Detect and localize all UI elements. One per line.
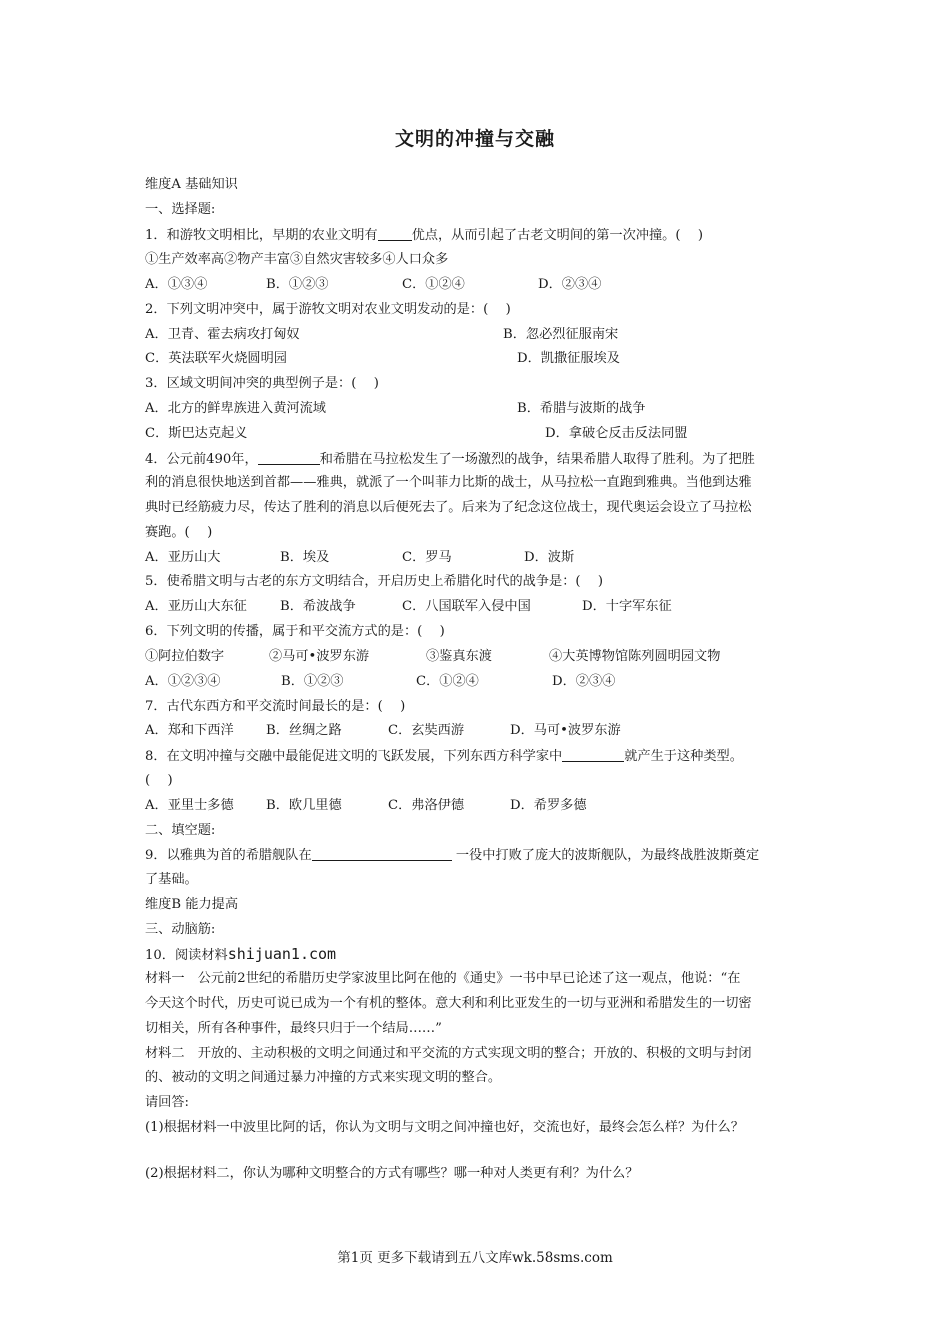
q2-option-d: D．凯撒征服埃及 xyxy=(517,351,620,366)
question-4-line-2: 利的消息很快地送到首都——雅典，就派了一个叫菲力比斯的战士，从马拉松一直跑到雅典。当他到达雅 xyxy=(145,475,752,490)
q6-item-4: ④大英博物馆陈列圆明园文物 xyxy=(549,649,721,664)
section-a-heading: 维度A 基础知识 xyxy=(145,177,238,192)
q7-option-c: C．玄奘西游 xyxy=(388,723,465,738)
q7-option-b: B．丝绸之路 xyxy=(266,723,342,738)
q9-post: 一役中打败了庞大的波斯舰队，为最终战胜波斯奠定 xyxy=(451,848,760,863)
part-3-heading: 三、动脑筋: xyxy=(145,922,216,937)
sub-question-2: (2)根据材料二，你认为哪种文明整合的方式有哪些？哪一种对人类更有利？为什么？ xyxy=(145,1166,639,1181)
question-7-stem: 7．古代东西方和平交流时间最长的是：( ) xyxy=(145,699,406,714)
q2-option-c: C．英法联军火烧圆明园 xyxy=(145,351,287,366)
question-6-stem: 6．下列文明的传播，属于和平交流方式的是：( ) xyxy=(145,624,445,639)
question-9-line-1 xyxy=(145,846,759,865)
q8-option-b: B．欧几里德 xyxy=(266,798,342,813)
q5-option-c: C．八国联军入侵中国 xyxy=(402,599,531,614)
question-4-line-1 xyxy=(145,450,755,469)
q3-option-c: C．斯巴达克起义 xyxy=(145,426,248,441)
q1-option-a: A．①③④ xyxy=(145,277,208,292)
q9-blank xyxy=(312,846,452,861)
question-8-stem xyxy=(145,747,743,766)
part-2-heading: 二、填空题: xyxy=(145,823,216,838)
material-1-line-3: 切相关，所有各种事件，最终只归于一个结局……” xyxy=(145,1021,442,1036)
q1-option-d: D．②③④ xyxy=(538,277,602,292)
q1-option-b: B．①②③ xyxy=(266,277,329,292)
q1-blank xyxy=(378,226,412,241)
question-4-line-3: 典时已经筋疲力尽，传达了胜利的消息以后便死去了。后来为了纪念这位战士，现代奥运会设立了马拉松 xyxy=(145,500,752,515)
sub-question-1: (1)根据材料一中波里比阿的话，你认为文明与文明之间冲撞也好，交流也好，最终会怎么样？为什么？ xyxy=(145,1120,744,1135)
q4-line1-pre: 4．公元前490年， xyxy=(145,452,258,467)
q6-option-b: B．①②③ xyxy=(281,674,344,689)
document-title: 文明的冲撞与交融 xyxy=(394,128,555,150)
q4-option-d: D．波斯 xyxy=(524,550,575,565)
q5-option-b: B．希波战争 xyxy=(280,599,356,614)
q4-blank xyxy=(258,450,320,465)
q6-item-1: ①阿拉伯数字 xyxy=(145,649,225,664)
material-1-line-2: 今天这个时代，历史可说已成为一个有机的整体。意大利和利比亚发生的一切与亚洲和希腊发生的一切密 xyxy=(145,996,752,1011)
q8-option-d: D．希罗多德 xyxy=(510,798,587,813)
question-1-stem xyxy=(145,226,703,245)
question-3-stem: 3．区域文明间冲突的典型例子是：( ) xyxy=(145,376,379,391)
q4-option-c: C．罗马 xyxy=(402,550,452,565)
q9-pre: 9．以雅典为首的希腊舰队在 xyxy=(145,848,312,863)
page-footer: 第1页 更多下载请到五八文库wk.58sms.com xyxy=(337,1250,613,1266)
q7-option-a: A．郑和下西洋 xyxy=(145,723,234,738)
q8-option-a: A．亚里士多德 xyxy=(145,798,234,813)
q3-option-d: D．拿破仑反击反法同盟 xyxy=(545,426,688,441)
material-1-line-1: 材料一 公元前2世纪的希腊历史学家波里比阿在他的《通史》一书中早已论述了这一观点，他说：“在 xyxy=(145,971,741,986)
part-1-heading: 一、选择题: xyxy=(145,202,216,217)
q6-option-d: D．②③④ xyxy=(552,674,616,689)
material-2-line-1: 材料二 开放的、主动积极的文明之间通过和平交流的方式实现文明的整合；开放的、积极的文明与封闭 xyxy=(145,1046,752,1061)
question-4-line-4: 赛跑。( ) xyxy=(145,525,213,540)
q6-item-2: ②马可•波罗东游 xyxy=(269,649,370,664)
question-5-stem: 5．使希腊文明与古老的东方文明结合，开启历史上希腊化时代的战争是：( ) xyxy=(145,574,604,589)
q5-option-a: A．亚历山大东征 xyxy=(145,599,247,614)
answer-prompt: 请回答: xyxy=(145,1095,190,1110)
q8-stem-post: 就产生于这种类型。 xyxy=(624,749,743,764)
q4-option-a: A．亚历山大 xyxy=(145,550,221,565)
q6-option-a: A．①②③④ xyxy=(145,674,221,689)
q4-option-b: B．埃及 xyxy=(280,550,330,565)
q6-option-c: C．①②④ xyxy=(416,674,479,689)
question-9-line-2: 了基础。 xyxy=(145,872,198,887)
question-8-paren: ( ) xyxy=(145,773,173,788)
q10-label: 10．阅读材料 xyxy=(145,948,228,963)
q8-stem-pre: 8．在文明冲撞与交融中最能促进文明的飞跃发展，下列东西方科学家中 xyxy=(145,749,563,764)
q8-option-c: C．弗洛伊德 xyxy=(388,798,465,813)
material-2-line-2: 的、被动的文明之间通过暴力冲撞的方式来实现文明的整合。 xyxy=(145,1070,502,1085)
q7-option-d: D．马可•波罗东游 xyxy=(510,723,621,738)
q2-option-a: A．卫青、霍去病攻打匈奴 xyxy=(145,327,300,342)
q1-stem-post: 优点，从而引起了古老文明间的第一次冲撞。( ) xyxy=(411,228,703,243)
q2-option-b: B．忽必烈征服南宋 xyxy=(503,327,619,342)
q1-stem-pre: 1．和游牧文明相比，早期的农业文明有 xyxy=(145,228,378,243)
question-1-items: ①生产效率高②物产丰富③自然灾害较多④人口众多 xyxy=(145,252,449,267)
q1-option-c: C．①②④ xyxy=(402,277,465,292)
section-b-heading: 维度B 能力提高 xyxy=(145,897,239,912)
q6-item-3: ③鉴真东渡 xyxy=(426,649,492,664)
watermark-site: shijuan1.com xyxy=(227,945,337,963)
q3-option-b: B．希腊与波斯的战争 xyxy=(517,401,646,416)
question-2-stem: 2．下列文明冲突中，属于游牧文明对农业文明发动的是：( ) xyxy=(145,302,511,317)
q8-blank xyxy=(562,747,624,762)
q5-option-d: D．十字军东征 xyxy=(582,599,672,614)
q3-option-a: A．北方的鲜卑族进入黄河流域 xyxy=(145,401,326,416)
q4-line1-post: 和希腊在马拉松发生了一场激烈的战争，结果希腊人取得了胜利。为了把胜 xyxy=(319,452,755,467)
question-10-label xyxy=(145,945,336,965)
